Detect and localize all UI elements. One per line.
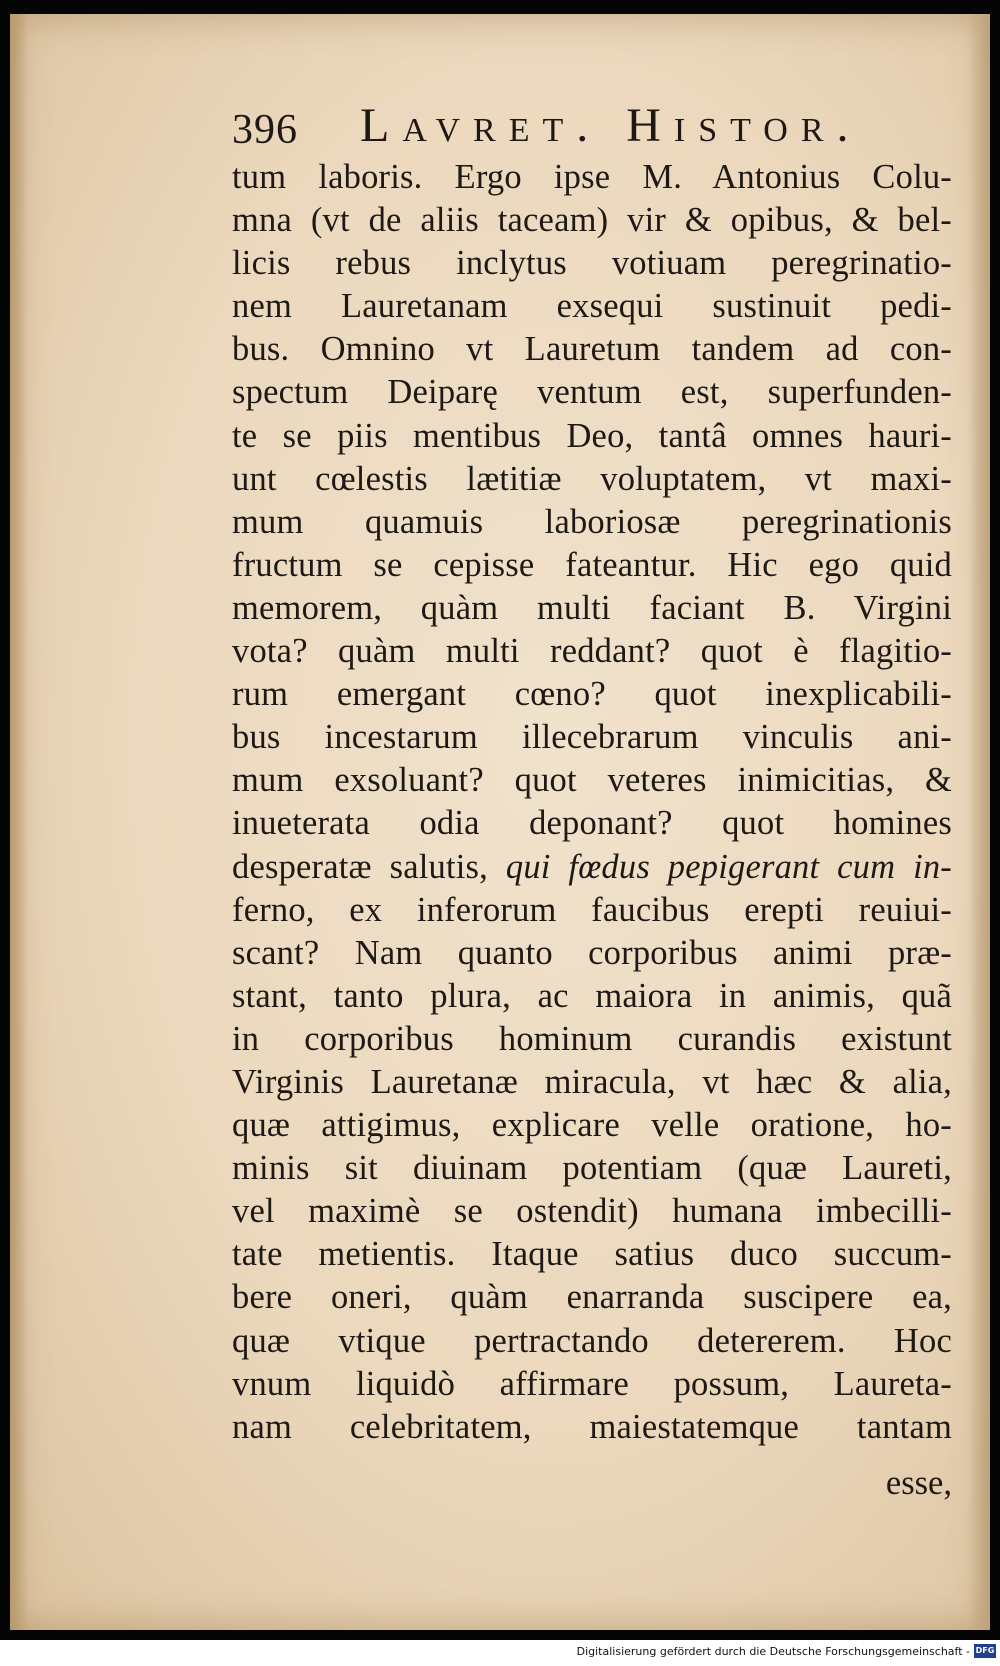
text-line: vnum liquidò affirmare possum, Laureta- (232, 1364, 952, 1403)
text-line: minis sit diuinam potentiam (quæ Laureti, (232, 1149, 952, 1188)
text-line: mum quamuis laboriosæ peregrinationis (232, 502, 952, 541)
text-line: tum laboris. Ergo ipse M. Antonius Colu- (232, 158, 952, 196)
text-line: scant? Nam quanto corporibus animi præ- (232, 933, 952, 972)
text-line: nam celebritatem, maiestatemque tantam (232, 1407, 952, 1446)
running-title: Lavret. Histor. (360, 99, 862, 152)
text-line: unt cœlestis lætitiæ voluptatem, vt maxi- (232, 459, 952, 498)
text-segment: desperatæ salutis, (232, 847, 489, 886)
text-line: ferno, ex inferorum faucibus erepti reuiui- (232, 890, 952, 929)
text-line: vel maximè se ostendit) humana imbecilli- (232, 1192, 952, 1231)
funding-attribution: Digitalisierung gefördert durch die Deutsche Forschungsgemeinschaft - (576, 1645, 970, 1658)
text-line: bus. Omnino vt Lauretum tandem ad con- (232, 330, 952, 369)
text-line: quæ vtique pertractando detererem. Hoc (232, 1321, 952, 1360)
catchword: esse, (885, 1464, 952, 1502)
text-line: bus incestarum illecebrarum vinculis ani- (232, 718, 952, 757)
italic-phrase: qui fœdus pepigerant cum in- (505, 847, 952, 886)
text-line: mum exsoluant? quot veteres inimicitias, & (232, 761, 952, 800)
text-line: quæ attigimus, explicare velle oratione, ho- (232, 1106, 952, 1145)
text-line-with-italic (232, 846, 952, 889)
text-line: te se piis mentibus Deo, tantâ omnes hauri- (232, 416, 952, 455)
text-line: mna (vt de aliis taceam) vir & opibus, & bel- (232, 201, 952, 240)
page-edge-right (968, 14, 990, 1630)
body-text (232, 156, 952, 1449)
text-line: licis rebus inclytus votiuam peregrinatio- (232, 244, 952, 283)
text-line: tate metientis. Itaque satius duco succum- (232, 1235, 952, 1274)
page-edge-left (10, 14, 28, 1630)
text-line: rum emergant cœno? quot inexplicabili- (232, 675, 952, 714)
text-line: inueterata odia deponant? quot homines (232, 804, 952, 843)
text-line: memorem, quàm multi faciant B. Virgini (232, 588, 952, 627)
text-line: Virginis Lauretanæ miracula, vt hæc & alia, (232, 1062, 952, 1101)
text-line: in corporibus hominum curandis existunt (232, 1019, 952, 1058)
text-line: stant, tanto plura, ac maiora in animis, quã (232, 976, 952, 1015)
text-line: nem Lauretanam exsequi sustinuit pedi- (232, 287, 952, 326)
text-line: spectum Deiparę ventum est, superfunden- (232, 373, 952, 412)
text-line: vota? quàm multi reddant? quot è flagitio- (232, 632, 952, 671)
text-line: bere oneri, quàm enarranda suscipere ea, (232, 1278, 952, 1317)
page-number: 396 (232, 107, 298, 153)
dfg-logo: DFG (974, 1644, 996, 1658)
text-line: fructum se cepisse fateantur. Hic ego quid (232, 545, 952, 584)
digitization-footer (0, 1640, 1000, 1666)
running-header (232, 98, 952, 158)
